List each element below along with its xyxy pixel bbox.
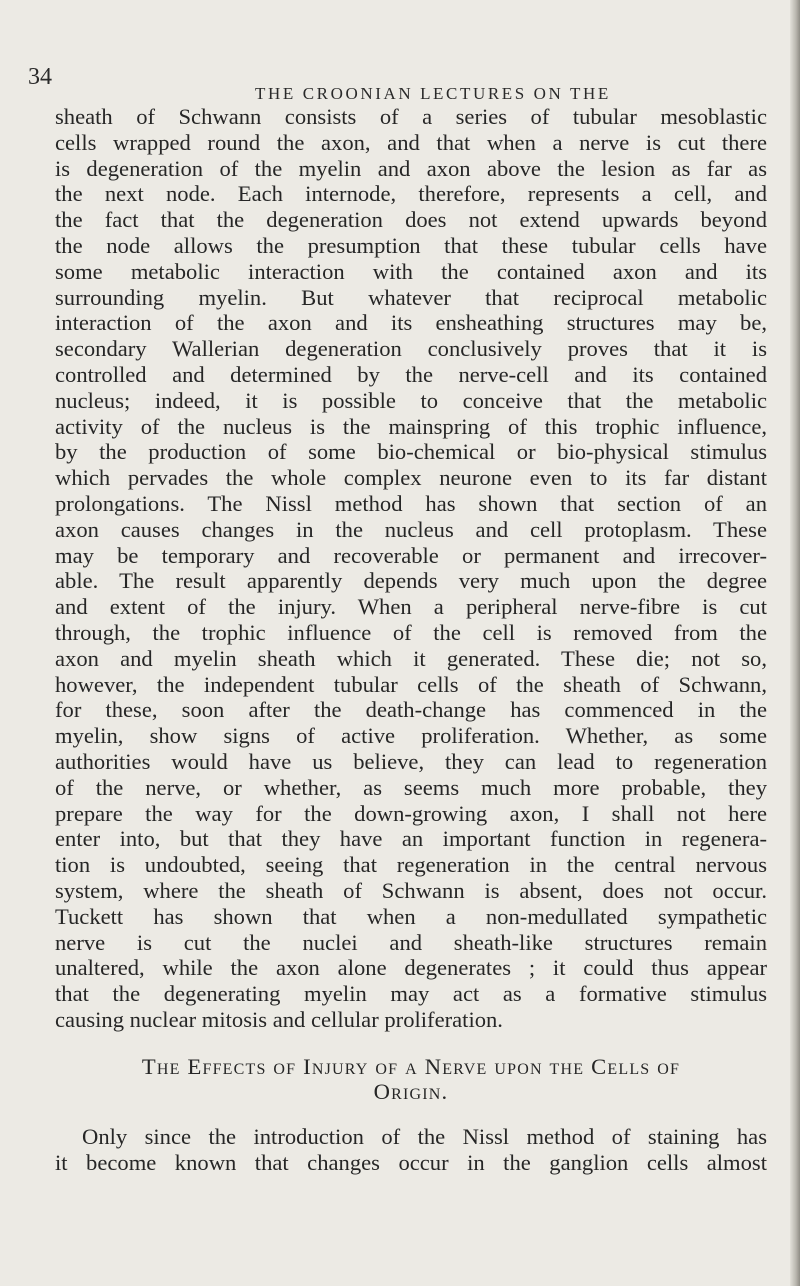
text-line: for these, soon after the death-change has commenced in the — [55, 697, 767, 723]
text-line: prolongations. The Nissl method has shown that section of an — [55, 490, 767, 516]
body-text — [55, 104, 767, 1176]
text-line: through, the trophic influence of the cell is removed from the — [55, 619, 767, 645]
section-heading — [55, 1054, 767, 1106]
text-line: cells wrapped round the axon, and that when a nerve is cut there — [55, 129, 767, 155]
text-line: sheath of Schwann consists of a series of tubular mesoblastic — [55, 104, 767, 129]
text-line: some metabolic interaction with the contained axon and its — [55, 258, 767, 284]
text-line: however, the independent tubular cells of the sheath of Schwann, — [55, 671, 767, 697]
text-line: activity of the nucleus is the mainspring of this trophic influence, — [55, 413, 767, 439]
text-line: tion is undoubted, seeing that regeneration in the central nervous — [55, 852, 767, 878]
text-line: secondary Wallerian degeneration conclusively proves that it is — [55, 336, 767, 362]
section-heading-line: The Effects of Injury of a Nerve upon the Cells of — [141, 1053, 681, 1079]
text-line: Only since the introduction of the Nissl method of staining has — [82, 1124, 767, 1150]
text-line: it become known that changes occur in the ganglion cells almost — [55, 1150, 767, 1176]
text-line: nucleus; indeed, it is possible to conceive that the metabolic — [55, 387, 767, 413]
text-line: myelin, show signs of active proliferation. Whether, as some — [55, 723, 767, 749]
text-line: the node allows the presumption that these tubular cells have — [55, 232, 767, 258]
text-line: axon causes changes in the nucleus and cell protoplasm. These — [55, 516, 767, 542]
running-head: THE CROONIAN LECTURES ON THE — [255, 84, 611, 103]
text-line: authorities would have us believe, they can lead to regeneration — [55, 748, 767, 774]
text-line: able. The result apparently depends very much upon the degree — [55, 568, 767, 594]
text-line: the next node. Each internode, therefore, represents a cell, and — [55, 181, 767, 207]
text-line: which pervades the whole complex neurone even to its far distant — [55, 465, 767, 491]
paragraph-1 — [55, 104, 767, 1033]
text-line: controlled and determined by the nerve-cell and its contained — [55, 361, 767, 387]
text-line: axon and myelin sheath which it generated. These die; not so, — [55, 645, 767, 671]
text-line: is degeneration of the myelin and axon above the lesion as far as — [55, 155, 767, 181]
text-line: and extent of the injury. When a peripheral nerve-fibre is cut — [55, 594, 767, 620]
text-line: surrounding myelin. But whatever that reciprocal metabolic — [55, 284, 767, 310]
text-line: the fact that the degeneration does not extend upwards beyond — [55, 207, 767, 233]
text-line: prepare the way for the down-growing axon, I shall not here — [55, 800, 767, 826]
text-line: of the nerve, or whether, as seems much more probable, they — [55, 774, 767, 800]
text-line: Tuckett has shown that when a non-medullated sympathetic — [55, 903, 767, 929]
text-line: system, where the sheath of Schwann is absent, does not occur. — [55, 877, 767, 903]
text-line: unaltered, while the axon alone degenerates ; it could thus appear — [55, 955, 767, 981]
text-line: enter into, but that they have an important function in regenera- — [55, 826, 767, 852]
page-edge — [790, 0, 800, 1286]
paragraph-2 — [55, 1124, 767, 1176]
page-number: 34 — [28, 64, 52, 90]
text-line: nerve is cut the nuclei and sheath-like structures remain — [55, 929, 767, 955]
text-line: may be temporary and recoverable or permanent and irrecover- — [55, 542, 767, 568]
text-line: that the degenerating myelin may act as a formative stimulus — [55, 981, 767, 1007]
text-line: causing nuclear mitosis and cellular proliferation. — [55, 1006, 503, 1032]
text-line: interaction of the axon and its ensheathing structures may be, — [55, 310, 767, 336]
text-line: by the production of some bio-chemical or bio-physical stimulus — [55, 439, 767, 465]
section-heading-line: Origin. — [373, 1079, 449, 1105]
